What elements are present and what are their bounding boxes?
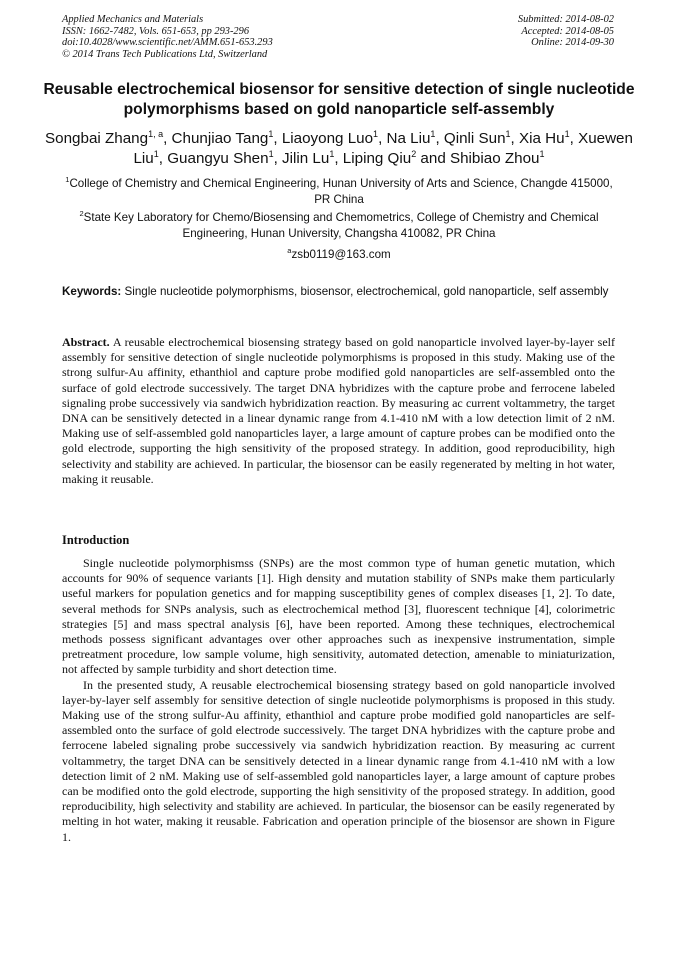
author-name: Xia Hu <box>519 130 565 147</box>
introduction-paragraph: In the presented study, A reusable electrochemical biosensing strategy based on gold nanoparticle involved layer-by-layer self assembly for sensitive detection of single nucleotide polymorphisms is proposed in this study. Making use of the strong sulfur-Au affinity, ethanthiol and capture probe modified gold nanoparticles are self-assembled onto the surface of gold electrode successively. The target DNA hybridizes with the capture probe and ferrocene labeled signaling probe successively via sandwich hybridization reaction. By measuring ac current voltammetry, the target DNA can be sensitively detected in a linear dynamic range from 4.1-410 nM with a low detection limit of 2 nM. Making use of self-assembled gold nanoparticles layer, a large amount of capture probes can be modified onto the gold electrode, supporting the high sensitivity of the proposed strategy. In addition, good reproducibility, high selectivity and stability are achieved. In particular, the biosensor can be easily regenerated by melting in hot water, making it reusable. Fabrication and operation principle of the biosensor are shown in Figure 1. <box>62 677 615 844</box>
author-name: Jilin Lu <box>282 150 330 167</box>
journal-name: Applied Mechanics and Materials <box>62 14 204 25</box>
author-affil-mark: 1 <box>564 128 570 139</box>
author-separator: , <box>569 130 579 147</box>
author-affil-mark: 1 <box>373 128 379 139</box>
email-mark: a <box>287 246 292 256</box>
author-affil-mark: 1 <box>153 148 159 159</box>
abstract-text: A reusable electrochemical biosensing strategy based on gold nanoparticle involved layer-by-layer self assembly for sensitive detection of single nucleotide polymorphisms is proposed in this study. Making use of the strong sulfur-Au affinity, ethanthiol and capture probe modified gold nanoparticles are self-assembled onto the surface of gold electrode successively. The target DNA hybridizes with the capture probe and ferrocene labeled signaling probe successively via sandwich hybridization reaction. By measuring ac current voltammetry, the target DNA can be sensitively detected in a linear dynamic range from 4.1-410 nM with a low detection limit of 2 nM. Making use of self-assembled gold nanoparticles layer, a large amount of capture probes can be modified onto the gold electrode, supporting the high sensitivity of the proposed strategy. In addition, good reproducibility, high selectivity and stability are achieved. In particular, the biosensor can be easily regenerated by melting in hot water, making it reusable. <box>62 335 615 486</box>
author-affil-mark: 1 <box>430 128 436 139</box>
online-date: Online: 2014-09-30 <box>531 37 614 49</box>
author-list <box>40 129 638 169</box>
affiliation-2 <box>56 210 622 242</box>
author-name: Na Liu <box>386 130 431 147</box>
introduction-heading: Introduction <box>62 533 130 547</box>
author-separator: , <box>158 150 168 167</box>
author-affil-mark: 1 <box>268 148 274 159</box>
abstract-label: Abstract. <box>62 335 110 349</box>
author-affil-mark: 1 <box>539 148 545 159</box>
email-address: zsb0119@163.com <box>291 248 391 261</box>
accepted-date: Accepted: 2014-08-05 <box>521 25 614 37</box>
keywords-text: Single nucleotide polymorphisms, biosensor, electrochemical, gold nanoparticle, self assembly <box>124 285 609 298</box>
keywords-label: Keywords: <box>62 285 122 298</box>
author-affil-mark: 1 <box>505 128 511 139</box>
submitted-date: Submitted: 2014-08-02 <box>517 14 614 25</box>
author-separator: , <box>435 130 444 147</box>
author-name: Liaoyong Luo <box>281 130 374 147</box>
author-name: Guangyu Shen <box>167 150 269 167</box>
keywords-section <box>62 284 616 299</box>
author-separator: , <box>334 150 343 167</box>
author-separator: , <box>273 150 283 167</box>
journal-info <box>62 14 273 60</box>
author-separator: , <box>378 130 387 147</box>
abstract-section <box>62 335 615 487</box>
affiliation-mark: 1 <box>65 175 70 185</box>
affiliation-text: College of Chemistry and Chemical Engineering, Hunan University of Arts and Science, Changde 415000, PR China <box>69 177 613 206</box>
author-name: Songbai Zhang <box>45 130 149 147</box>
author-affil-mark: 2 <box>411 148 417 159</box>
author-separator: , <box>163 130 172 147</box>
paper-title: Reusable electrochemical biosensor for sensitive detection of single nucleotide polymorphisms based on gold nanoparticle self-assembly <box>43 81 635 118</box>
author-separator: , <box>273 130 282 147</box>
affiliation-text: State Key Laboratory for Chemo/Biosensing and Chemometrics, College of Chemistry and Chemical Engineering, Hunan University, Changsha 410082, PR China <box>83 211 599 240</box>
copyright-line: © 2014 Trans Tech Publications Ltd, Switzerland <box>62 48 268 60</box>
author-affil-mark: 1 <box>329 148 335 159</box>
corresponding-email <box>56 247 622 263</box>
affiliation-mark: 2 <box>79 209 84 219</box>
author-affil-mark: 1 <box>268 128 274 139</box>
submission-dates <box>518 14 614 49</box>
affiliation-1 <box>56 176 622 208</box>
author-affil-mark: 1, a <box>148 128 164 139</box>
introduction-section <box>62 556 615 845</box>
author-name: Liping Qiu <box>342 150 412 167</box>
author-name: Chunjiao Tang <box>171 130 269 147</box>
author-name: Xuewen Liu <box>133 130 633 167</box>
author-name: Shibiao Zhou <box>449 150 540 167</box>
doi-line: doi:10.4028/www.scientific.net/AMM.651-653.293 <box>62 37 273 49</box>
introduction-paragraph: Single nucleotide polymorphismss (SNPs) are the most common type of human genetic mutation, which accounts for 90% of sequence variants [1]. High density and mutation stability of SNPs make them particularly useful markers for population genetics and for mapping susceptibility genes of complex diseases [1, 2]. To date, several methods for SNPs analysis, such as electrochemical method [3], fluorescent technique [4], colorimetric strategies [5] and mass spectral analysis [6], have been reported. Among these techniques, electrochemical methods possess significant advantages over other approaches such as inexpensive instrumentation, simple pretreatment procedure, low sample volume, high sensitivity, automated detection, amenable to miniaturization, not affected by sample turbidity and short detection time. <box>62 556 615 677</box>
author-name: Qinli Sun <box>443 130 506 147</box>
author-separator: and <box>416 150 450 167</box>
author-separator: , <box>510 130 519 147</box>
issn-line: ISSN: 1662-7482, Vols. 651-653, pp 293-296 <box>62 25 250 37</box>
